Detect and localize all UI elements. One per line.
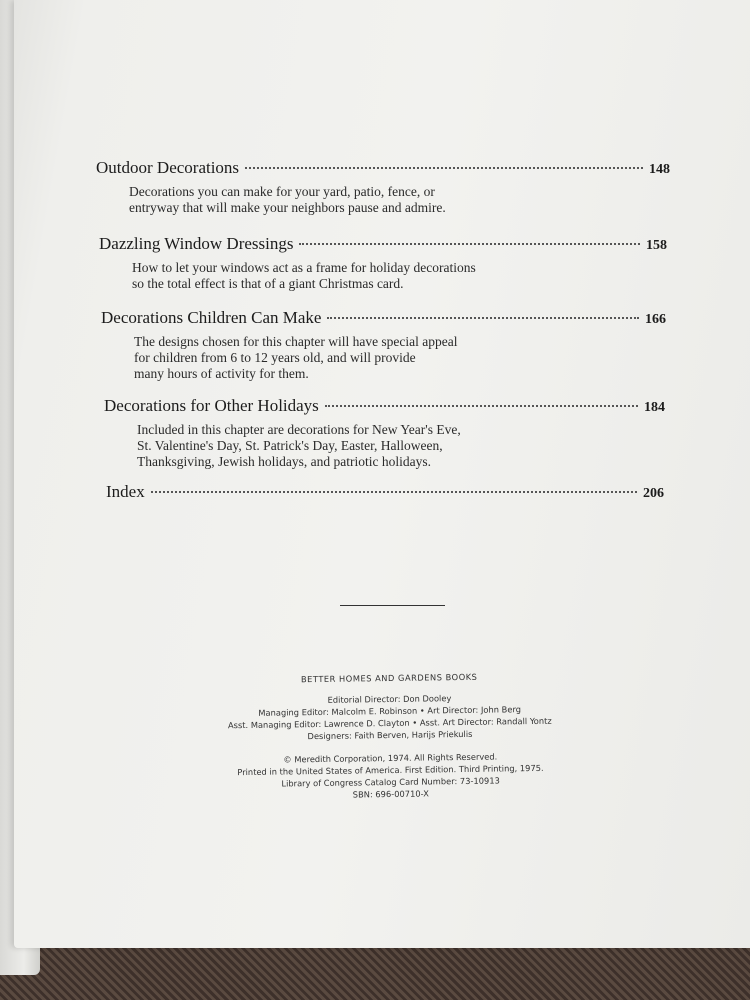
toc-entry-title: Index [106, 482, 145, 501]
toc-entry-description: The designs chosen for this chapter will have special appeal for children from 6 to 12 years old, and will provide many hours of activity for them. [134, 334, 458, 381]
publisher-name: BETTER HOMES AND GARDENS BOOKS [300, 671, 478, 685]
dot-leader [327, 317, 639, 319]
toc-entry-page: 148 [649, 162, 670, 177]
toc-entry-decorations-children-can-make [101, 308, 666, 382]
toc-entry-page: 184 [644, 400, 665, 415]
toc-entry-dazzling-window-dressings [99, 234, 667, 292]
dot-leader [151, 491, 637, 493]
toc-entry-decorations-for-other-holidays [104, 396, 665, 470]
dot-leader [245, 167, 643, 169]
toc-entry-page: 158 [646, 238, 667, 253]
toc-entry-outdoor-decorations [96, 158, 670, 216]
toc-entry-title: Dazzling Window Dressings [99, 234, 294, 253]
book-page [14, 0, 750, 948]
designers-line: Designers: Faith Berven, Harijs Priekulis [307, 728, 473, 742]
sbn-line: SBN: 696-00710-X [352, 788, 429, 800]
printing-line: Printed in the United States of America. First Edition. Third Printing, 1975. [237, 762, 544, 778]
section-divider [340, 605, 445, 606]
toc-entry-page: 206 [643, 486, 664, 501]
toc-entry-description: Included in this chapter are decorations for New Year's Eve, St. Valentine's Day, St. Patrick's Day, Easter, Halloween, Thanksgiving, Jewish holidays, and patriotic holidays. [137, 422, 461, 469]
managing-editor-line: Managing Editor: Malcolm E. Robinson • Art Director: John Berg [258, 704, 522, 718]
dot-leader [325, 405, 638, 407]
toc-entry-title: Outdoor Decorations [96, 158, 240, 177]
toc-entry-index [106, 482, 664, 502]
asst-managing-editor-line: Asst. Managing Editor: Lawrence D. Clayton • Asst. Art Director: Randall Yontz [227, 715, 552, 731]
toc-entry-description: How to let your windows act as a frame for holiday decorations so the total effect is that of a giant Christmas card. [132, 260, 476, 291]
toc-entry-page: 166 [645, 312, 666, 327]
dot-leader [299, 243, 640, 245]
copyright-line: © Meredith Corporation, 1974. All Rights Reserved. [283, 751, 498, 765]
toc-entry-description: Decorations you can make for your yard, patio, fence, or entryway that will make your neighbors pause and admire. [129, 184, 446, 215]
editorial-director: Editorial Director: Don Dooley [327, 693, 452, 705]
toc-entry-title: Decorations Children Can Make [101, 308, 322, 327]
toc-entry-title: Decorations for Other Holidays [104, 396, 319, 415]
lccn-line: Library of Congress Catalog Card Number: 73-10913 [281, 775, 500, 789]
credits-block [199, 669, 581, 802]
